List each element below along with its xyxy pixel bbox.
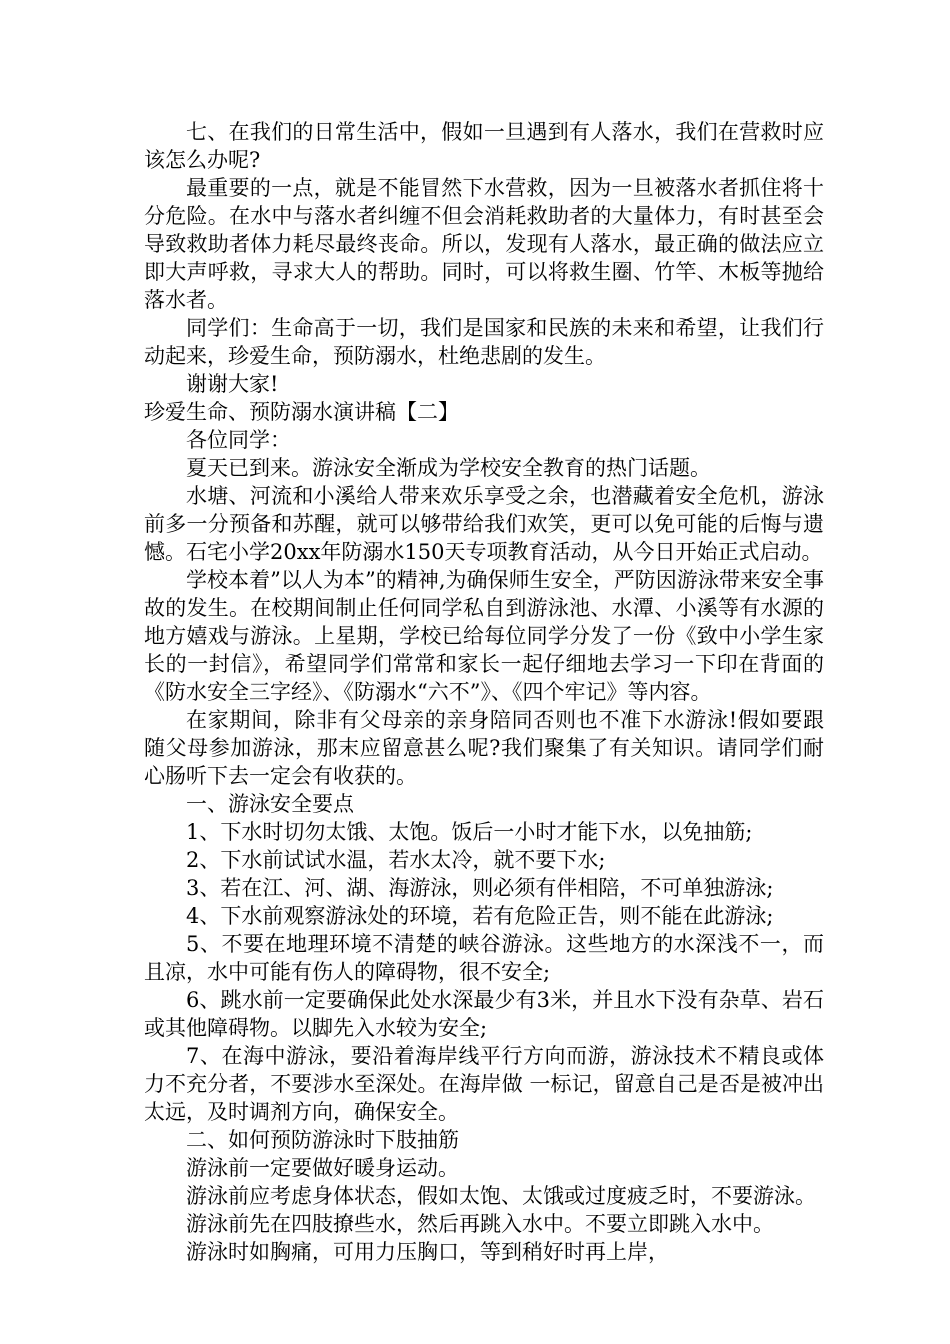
paragraph-greeting: 各位同学： bbox=[186, 428, 291, 452]
paragraph-thanks: 谢谢大家! bbox=[186, 372, 279, 396]
section-title: 珍爱生命、预防溺水演讲稿【二】 bbox=[144, 400, 459, 424]
document-body bbox=[144, 118, 824, 1266]
paragraph-rescue-question: 七、在我们的日常生活中，假如一旦遇到有人落水，我们在营救时应该怎么办呢? bbox=[144, 120, 824, 172]
list-item-3: 3、若在江、河、湖、海游泳，则必须有伴相陪，不可单独游泳; bbox=[186, 876, 774, 900]
list-item-6: 6、跳水前一定要确保此处水深最少有3米，并且水下没有杂草、岩石或其他障碍物。以脚先入水较为安全; bbox=[144, 988, 824, 1040]
paragraph-home-policy: 在家期间，除非有父母亲的亲身陪同否则也不准下水游泳!假如要跟随父母参加游泳，那末应留意甚么呢?我们聚集了有关知识。请同学们耐心肠听下去一定会有收获的。 bbox=[144, 708, 824, 788]
paragraph-school-policy: 学校本着”以人为本”的精神,为确保师生安全，严防因游泳带来安全事故的发生。在校期间制止任何同学私自到游泳池、水潭、小溪等有水源的地方嬉戏与游泳。上星期，学校已给每位同学分发了一份《致中小学生家长的一封信》，希望同学们常常和家长一起仔细地去学习一下印在背面的《防水安全三字经》、《防溺水“六不”》、《四个牢记》等内容。 bbox=[144, 568, 824, 704]
paragraph-water-danger: 水塘、河流和小溪给人带来欢乐享受之余，也潜藏着安全危机，游泳前多一分预备和苏醒，就可以够带给我们欢笑，更可以免可能的后悔与遗憾。石宅小学20xx年防溺水150天专项教育活动，从今日开始正式启动。 bbox=[144, 484, 824, 564]
list-item-1: 1、下水时切勿太饿、太饱。饭后一小时才能下水，以免抽筋; bbox=[186, 820, 753, 844]
heading-safety-points: 一、游泳安全要点 bbox=[186, 792, 354, 816]
list-item-4: 4、下水前观察游泳处的环境，若有危险正告，则不能在此游泳; bbox=[186, 904, 774, 928]
paragraph-call-to-action: 同学们：生命高于一切，我们是国家和民族的未来和希望，让我们行动起来，珍爱生命，预防溺水，杜绝悲剧的发生。 bbox=[144, 316, 824, 368]
paragraph-warmup: 游泳前一定要做好暖身运动。 bbox=[186, 1156, 459, 1180]
paragraph-summer-intro: 夏天已到来。游泳安全渐成为学校安全教育的热门话题。 bbox=[186, 456, 711, 480]
paragraph-body-condition: 游泳前应考虑身体状态，假如太饱、太饿或过度疲乏时，不要游泳。 bbox=[186, 1184, 816, 1208]
heading-cramp-prevention: 二、如何预防游泳时下肢抽筋 bbox=[186, 1128, 459, 1152]
list-item-2: 2、下水前试试水温，若水太冷，就不要下水; bbox=[186, 848, 606, 872]
paragraph-chest-pain: 游泳时如胸痛，可用力压胸口，等到稍好时再上岸， bbox=[186, 1240, 669, 1264]
list-item-5: 5、不要在地理环境不清楚的峡谷游泳。这些地方的水深浅不一，而且凉，水中可能有伤人的障碍物，很不安全; bbox=[144, 932, 824, 984]
paragraph-rescue-advice: 最重要的一点，就是不能冒然下水营救，因为一旦被落水者抓住将十分危险。在水中与落水者纠缠不但会消耗救助者的大量体力，有时甚至会导致救助者体力耗尽最终丧命。所以，发现有人落水，最正确的做法应立即大声呼救，寻求大人的帮助。同时，可以将救生圈、竹竿、木板等抛给落水者。 bbox=[144, 176, 824, 312]
list-item-7: 7、在海中游泳，要沿着海岸线平行方向而游，游泳技术不精良或体力不充分者，不要涉水至深处。在海岸做 一标记，留意自己是否是被冲出太远，及时调剂方向，确保安全。 bbox=[144, 1044, 824, 1124]
paragraph-splash-water: 游泳前先在四肢撩些水，然后再跳入水中。不要立即跳入水中。 bbox=[186, 1212, 774, 1236]
